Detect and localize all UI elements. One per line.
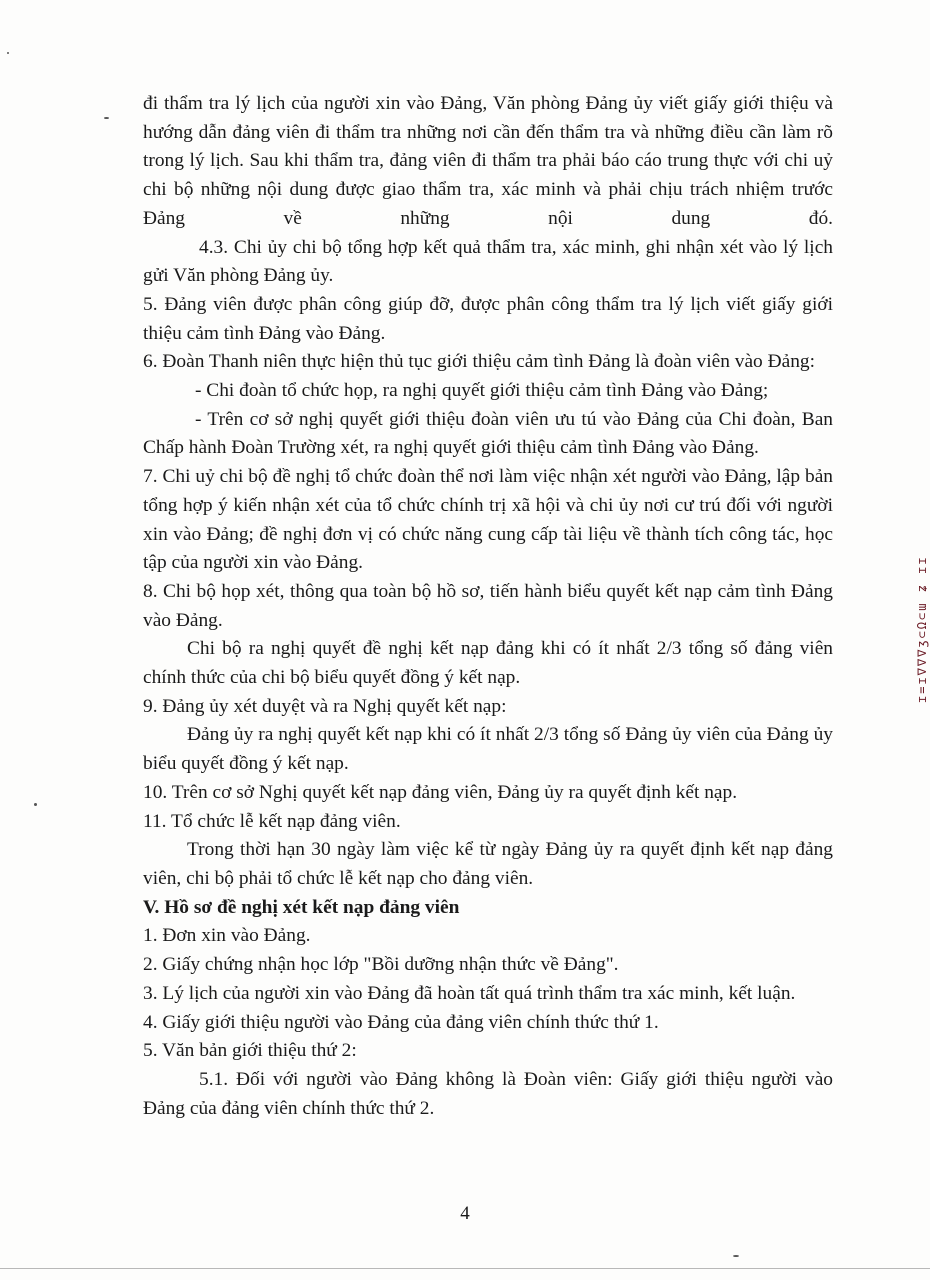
paragraph-6-bullet-1: - Chi đoàn tổ chức họp, ra nghị quyết giới thiệu cảm tình Đảng vào Đảng;	[195, 380, 769, 402]
paragraph-8: 8. Chi bộ họp xét, thông qua toàn bộ hồ sơ, tiến hành biểu quyết kết nạp cảm tình Đảng vào Đảng.	[143, 580, 833, 631]
document-body	[143, 90, 833, 1123]
page-number: 4	[460, 1203, 470, 1224]
dossier-item-5: 5. Văn bản giới thiệu thứ 2:	[143, 1040, 357, 1062]
scan-edge-line	[0, 1268, 930, 1269]
scan-speck	[104, 117, 109, 119]
side-stamp	[895, 533, 929, 703]
paragraph-verification-guidance: đi thẩm tra lý lịch của người xin vào Đảng, Văn phòng Đảng ủy viết giấy giới thiệu và hướng dẫn đảng viên đi thẩm tra những nơi cần đến thẩm tra và những điều cần làm rõ trong lý lịch. Sau khi thẩm tra, đảng viên đi thẩm tra phải báo cáo trung thực với chi uỷ chi bộ những nội dung được giao thẩm tra, xác minh và phải chịu trách nhiệm trước Đảng về những nội dung đó.	[143, 93, 833, 229]
scan-speck	[7, 52, 9, 54]
dossier-item-1: 1. Đơn xin vào Đảng.	[143, 925, 311, 947]
scan-speck	[733, 1255, 739, 1257]
dossier-item-5-1: 5.1. Đối với người vào Đảng không là Đoàn viên: Giấy giới thiệu người vào Đảng của đảng viên chính thức thứ 2.	[143, 1068, 833, 1119]
paragraph-6: 6. Đoàn Thanh niên thực hiện thủ tục giới thiệu cảm tình Đảng là đoàn viên vào Đảng:	[143, 351, 815, 373]
side-stamp-text: ɪ=ɪ∇∇∇ʒ⊂Ω⊂ɯ ʑ ɪɪ	[915, 555, 929, 703]
paragraph-4-3: 4.3. Chi ủy chi bộ tổng hợp kết quả thẩm tra, xác minh, ghi nhận xét vào lý lịch gửi Văn phòng Đảng ủy.	[143, 236, 833, 287]
scan-speck	[34, 803, 37, 806]
paragraph-11: 11. Tổ chức lễ kết nạp đảng viên.	[143, 810, 401, 832]
paragraph-10: 10. Trên cơ sở Nghị quyết kết nạp đảng viên, Đảng ủy ra quyết định kết nạp.	[143, 781, 738, 803]
paragraph-6-bullet-2: - Trên cơ sở nghị quyết giới thiệu đoàn viên ưu tú vào Đảng của Chi đoàn, Ban Chấp hành Đoàn Trường xét, ra nghị quyết giới thiệu cảm tình Đảng vào Đảng.	[143, 408, 833, 459]
dossier-item-4: 4. Giấy giới thiệu người vào Đảng của đảng viên chính thức thứ 1.	[143, 1011, 659, 1033]
paragraph-9-note: Đảng ủy ra nghị quyết kết nạp khi có ít nhất 2/3 tổng số Đảng ủy viên của Đảng ủy biểu quyết đồng ý kết nạp.	[143, 724, 833, 775]
paragraph-11-note: Trong thời hạn 30 ngày làm việc kể từ ngày Đảng ủy ra quyết định kết nạp đảng viên, chi bộ phải tổ chức lễ kết nạp cho đảng viên.	[143, 839, 833, 889]
section-heading-v: V. Hồ sơ đề nghị xét kết nạp đảng viên	[143, 896, 460, 918]
dossier-item-2: 2. Giấy chứng nhận học lớp "Bồi dưỡng nhận thức về Đảng".	[143, 954, 619, 976]
paragraph-9: 9. Đảng ủy xét duyệt và ra Nghị quyết kết nạp:	[143, 695, 507, 717]
dossier-item-3: 3. Lý lịch của người xin vào Đảng đã hoàn tất quá trình thẩm tra xác minh, kết luận.	[143, 982, 796, 1004]
paragraph-8-note: Chi bộ ra nghị quyết đề nghị kết nạp đảng khi có ít nhất 2/3 tổng số đảng viên chính thức của chi bộ biểu quyết đồng ý kết nạp.	[143, 638, 833, 689]
paragraph-7: 7. Chi uỷ chi bộ đề nghị tổ chức đoàn thể nơi làm việc nhận xét người vào Đảng, lập bản tổng hợp ý kiến nhận xét của tổ chức chính trị xã hội và chi ủy nơi cư trú đối với người xin vào Đảng; đề nghị đơn vị có chức năng cung cấp tài liệu về thành tích công tác, học tập của người xin vào Đảng.	[143, 466, 833, 574]
paragraph-5: 5. Đảng viên được phân công giúp đỡ, được phân công thẩm tra lý lịch viết giấy giới thiệu cảm tình Đảng vào Đảng.	[143, 293, 833, 344]
